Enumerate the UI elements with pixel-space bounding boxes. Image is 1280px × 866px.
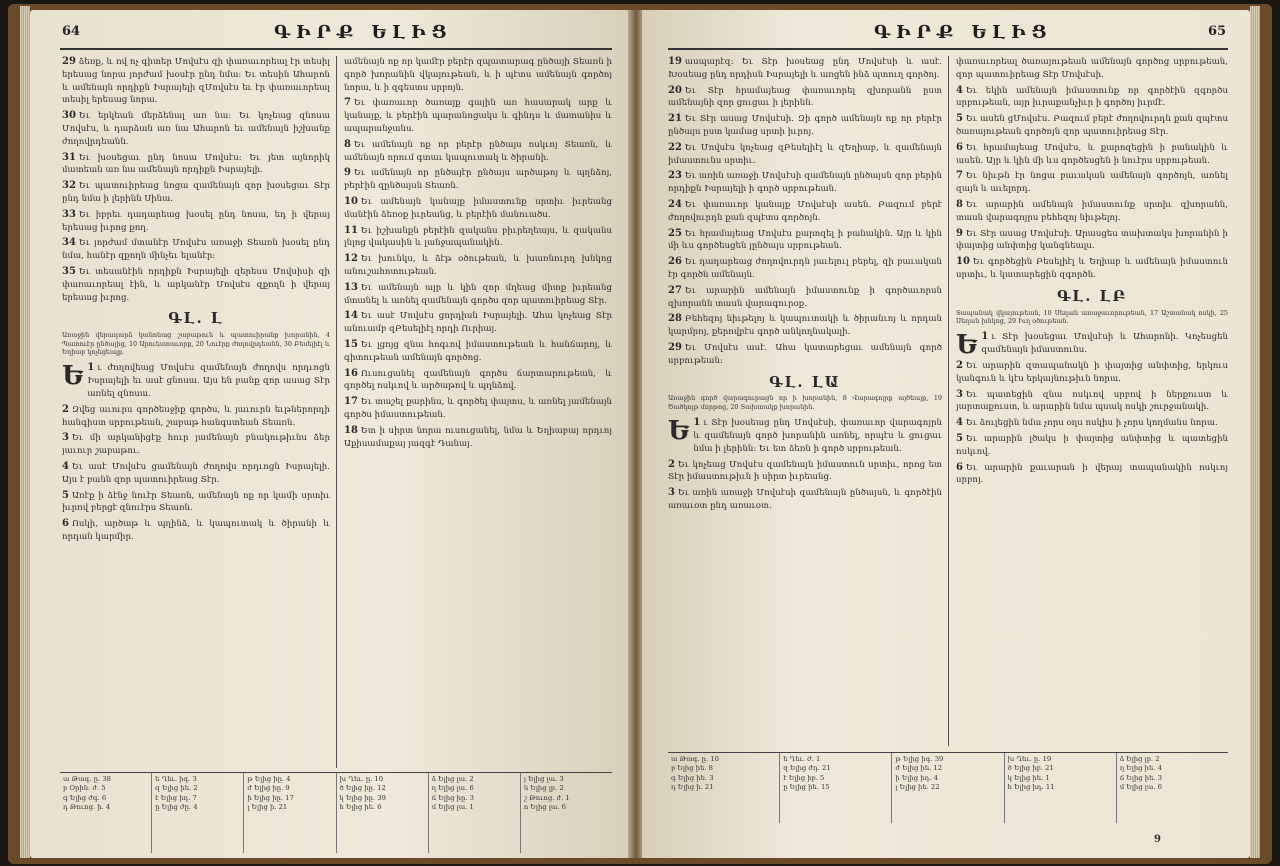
verse-text: Բեհեզոյ նիւթելոյ և կապուտակի և ծիրանւոյ և որդան կարմրոյ, քերովբէս գործ անկողնակալի. [668, 314, 942, 338]
verse-number: 7 [956, 170, 963, 182]
verse [344, 396, 612, 422]
verse-number: 15 [344, 338, 358, 350]
verse [668, 459, 942, 485]
verse [62, 180, 330, 206]
verse-number: 8 [344, 138, 351, 150]
verse [956, 360, 1228, 386]
verse [62, 56, 330, 107]
verse-number: 27 [668, 284, 682, 296]
page-edge-left [20, 6, 30, 858]
chapter-summary: Առաջին վերադարձ կանոնաց շաբաթուն և պատուիրանք խորանին, 4 Պատուէր ընծայից, 10 Արուեստաւորք, 20 Նուէրք ժողովրդեանն, 30 Բեսելիէլ և Եղիաբ կոչեցեալք. [62, 331, 330, 356]
verse [62, 490, 330, 516]
verse [956, 113, 1228, 139]
verse-text: փառաւորեալ ծառայութեան ամենայն գործոց սրբութեան, զոր պատուիրեաց Տէր Մովսէսի. [956, 57, 1228, 80]
column-separator [336, 56, 337, 768]
footnote-ref: կ Ելից իե. 1 [1007, 773, 1050, 782]
verse-text: Եւ տաշել քարինս, և գործել փայտս, և առնել յամենայն գործս իմաստութեան. [344, 397, 612, 420]
verse [62, 461, 330, 487]
verse-number: 35 [62, 265, 76, 277]
verse [344, 196, 612, 222]
verse-text: Ետ ի սիրտ նորա ուսուցանել, նմա և Եղիաբայ որդւոյ Աքիսամաքայ յազգէ Դանայ. [344, 425, 612, 449]
footnote-ref: ա Թագ. ը. 38 [63, 775, 111, 783]
verse-text: ւ Տէր խօսեցաւ Մովսէսի և Ահարոնի. Կոչեսցեն զամենայն իմաստունս. [981, 332, 1228, 356]
footnote-column [668, 753, 780, 823]
verse-number: 6 [956, 461, 963, 473]
verse [344, 282, 612, 308]
verse-text: Առէք ի ձէնջ նուէր Տեառն, ամենայն ոք որ կամի սրտիւ իւրով բերցէ զնուէրս Տեառն. [62, 490, 330, 514]
drop-cap: Ե [62, 361, 84, 392]
verse-number: 4 [956, 417, 963, 429]
verse [344, 425, 612, 451]
verse-number: 14 [344, 310, 358, 322]
verse [344, 167, 612, 193]
verse-number: 8 [956, 198, 963, 210]
verse-number: 6 [62, 518, 69, 530]
footnote-column [780, 753, 892, 823]
verse [956, 56, 1228, 82]
right-column-2 [956, 56, 1228, 746]
verse-number: 24 [668, 198, 682, 210]
verse-number: 29 [62, 56, 76, 67]
verse [668, 199, 942, 225]
page-edge-right [1250, 6, 1260, 858]
verse [344, 225, 612, 251]
verse-number: 20 [668, 84, 682, 96]
verse-number: 12 [344, 253, 358, 265]
verse-text: Եւ տեսանէին որդիքն Իսրայելի զերեսս Մովսիսի զի փառաւորեալ էին, և արկանէր Մովսէս զքողն ի վերայ երեսաց իւրոց. [62, 266, 330, 303]
verse [956, 199, 1228, 225]
verse-text: Եւ ասէ Մովսէս ցորդիսն Իսրայելի. Ահա կոչեաց Տէր անուամբ զԲեսելիէլ որդի Ուրիայ. [344, 311, 612, 335]
verse-number: 9 [956, 227, 963, 239]
right-column-1 [668, 56, 942, 746]
verse-number: 32 [62, 180, 76, 192]
verse [62, 432, 330, 458]
verse-text: Եւ առին առաջի Մովսէսի զամենայն ընծայսն, և գործէին առաւօտ ընդ առաւօտ. [668, 488, 942, 511]
verse-text: Զվեց աւուրս գործեսջիք գործս, և յաւուրն եւթներորդի հանգիստ սրբութեան, շաբաթ հանգստեան Տեառն. [62, 404, 330, 428]
verse [668, 142, 942, 168]
footnote-ref: խ Ղեւ. ը. 19 [1007, 755, 1052, 763]
footnote-ref: ն Ելից լբ. 2 [523, 784, 564, 793]
verse [668, 56, 942, 82]
verse [344, 97, 612, 135]
verse [956, 142, 1228, 168]
verse [344, 253, 612, 279]
footnote-ref: ծ Ելից իը. 12 [339, 784, 386, 793]
footnote-ref: ո Ելից լա. 6 [523, 803, 566, 812]
verse-text: Եւ Մովսէս կոչեաց զԲեսելիէլ և զԵղիաբ, և զամենայն իմաստունս սրտիւ. [668, 142, 942, 166]
verse-number: 23 [668, 170, 682, 182]
verse [344, 139, 612, 165]
chapter-title: ԳԼ. ԼԱ [769, 372, 841, 391]
verse [62, 518, 330, 544]
running-head: ԳԻՐՔ ԵԼԻՑ [874, 22, 1053, 43]
chapter-title-2: ԳԼ. ԼԲ [1057, 286, 1127, 305]
footnote-ref: ժ Ելից իե. 12 [895, 764, 943, 773]
verse [62, 152, 330, 178]
verse [668, 113, 942, 139]
footnote-ref: մ Ելից լա. 1 [431, 803, 474, 812]
verse-number: 5 [956, 113, 963, 125]
verse-number: 5 [62, 489, 69, 501]
verse [344, 310, 612, 336]
verse-text: Եւ հրամայեաց Մովսէս քարոզել ի բանակին. Այր և կին մի ևս գործեսցեն յընծայս սրբութեան. [668, 228, 942, 252]
verse-text: ձեռք, և ով ոչ գիտեր Մովսէս զի փառաւորեալ էր տեսիլ երեսաց նորա յորժամ խօսէր ընդ նմա: Եւ տեսին Ահարոն և ամենայն որդիքն Իսրայելի զՄովսէս եւ էր փառաւորեալ տեսիլ երեսաց նորա. [62, 57, 330, 106]
verse-text: Եւ լցոյց զնա հոգւով իմաստութեան և հանճարոյ, և գիտութեան ամենայն գործոց. [344, 339, 612, 363]
verse [344, 339, 612, 365]
footnote-ref: բ Ելից իե. 8 [671, 764, 713, 773]
verse [956, 330, 1228, 361]
verse-text: Եւ Տէր հրամայեաց փառաւորել զխորանն ըստ ամենայնի զոր ցուցաւ ի լերինն. [668, 85, 942, 109]
footnote-ref: ձ Ելից լբ. 2 [1119, 755, 1160, 763]
verse-number: 31 [62, 151, 76, 163]
verse-number: 30 [62, 110, 76, 122]
verse [668, 487, 942, 513]
footnote-column [337, 773, 429, 853]
verse-number: 4 [956, 84, 963, 96]
verse-text: Ուսուցանել զամենայն գործս ճարտարութեան, և գործել ոսկւով և արծաթով և պղնձով. [344, 368, 612, 392]
verse-text: Եւ արարին ամենայն իմաստունք ի գործաւորսն զխորանն տասն վարագուրօք. [668, 285, 942, 309]
right-page [642, 10, 1250, 858]
footnote-ref: ը Ելից ժը. 4 [155, 803, 198, 812]
column-separator [948, 56, 949, 746]
verse-number: 2 [956, 359, 963, 371]
verse-text: Եւ փառաւոր ծառայք գային առ հասարակ արք և կանայք, և բերէին պարանոցակս և գինդս և մատանիս և ապարանջանս. [344, 98, 612, 134]
verse-text: Եւ ամենայն ոք որ բերէր ընծայս ոսկւոյ Տեառն, և ամենայն որում գտաւ կապուտակ և ծիրանի. [344, 139, 612, 163]
footnote-ref: դ Թուոց. ի. 4 [63, 803, 111, 812]
footnote-ref: լ Ելից իե. 22 [895, 783, 940, 792]
header-rule [668, 48, 1228, 50]
verse-number: 7 [344, 97, 351, 109]
verse-number: 25 [668, 227, 682, 239]
verse [956, 170, 1228, 196]
footnote-column [429, 773, 521, 853]
verse [668, 170, 942, 196]
left-column-2 [344, 56, 612, 768]
drop-cap: Ե [956, 330, 978, 361]
footnote-column [892, 753, 1004, 823]
verse-number: 5 [956, 432, 963, 444]
verse-number: 26 [668, 256, 682, 268]
page-number: 64 [62, 24, 81, 39]
verse-text: Եւ հրամայեաց Մովսէս, և քարոզեցին ի բանակին և ասեն. Այր և կին մի ևս գործեսցեն ի նուէրս սրբութեան. [956, 142, 1228, 166]
verse-number: 3 [956, 388, 963, 400]
footnote-ref: ճ Ելից իե. 3 [1119, 773, 1163, 782]
footnote-column [1117, 753, 1228, 823]
verse-text: Եւ ամենայն որ ընծայէր ընծայս արծաթոյ և պղնձոյ, բերէին զընծայսն Տեառն. [344, 168, 612, 192]
footnote-ref: գ Ելից ժգ. 6 [63, 793, 107, 802]
footnote-ref: մ Ելից լա. 6 [1119, 783, 1162, 792]
verse-text: ասպարէզ։ Եւ Տէր խօսեաց ընդ Մովսէսի և ասէ. Խօսեաց ընդ որդիսն Իսրայելի և առցեն ինձ պտուղ գործոյ. [668, 57, 942, 80]
footnote-ref: ը Ելից իե. 15 [783, 783, 830, 792]
footnote-ref: ձ Ելից լա. 2 [431, 775, 474, 783]
verse [62, 362, 330, 400]
footnote-ref: զ Ելից ժդ. 21 [783, 764, 831, 773]
verse-number: 21 [668, 113, 682, 125]
verse-text: Եւ փառաւոր կանայք Մովսէսի ասեն. Բազում բերէ ժողովուրդն քան զպէտս գործոյն. [668, 199, 942, 223]
footnote-ref: ժ Ելից իը. 9 [247, 784, 290, 793]
verse [62, 237, 330, 263]
verse-text: Եւ պատեցին զնա ոսկւով սրբով ի ներքուստ և յարտաքուստ, և արարին նմա պսակ ոսկի շուրջանակի. [956, 389, 1228, 413]
verse-number: 16 [344, 367, 358, 379]
verse-number: 1 [87, 362, 95, 374]
verse-text: ւ Տէր խօսեաց ընդ Մովսէսի, փառաւոր վարագոյրն և զամենայն գործ խորանին առնել, որպէս և ցուցաւ նմա ի լերինն։ Եւ ետ ձեռն ի գործ սրբութեան. [693, 418, 942, 454]
verse-text: Եւ արարին զտապանակն ի փայտից անփտից, երկուս կանգուն և կէս երկայնութիւն նորա. [956, 360, 1228, 384]
verse-number: 4 [62, 460, 69, 472]
footnote-column [521, 773, 612, 853]
verse-number: 18 [344, 424, 358, 436]
verse-text: Եւ իշխանքն բերէին զականս բիւրեղեայս, և զականս լնլոց վակասին և լանջապանակին. [344, 225, 612, 249]
footnote-ref: կ Ելից իը. 39 [339, 793, 386, 802]
footnote-ref: ճ Ելից իը. 3 [431, 793, 474, 802]
verse [956, 433, 1228, 459]
verse-number: 34 [62, 237, 76, 249]
verse-text: Եւ մի արկանիցէք հուր յամենայն բնակութիւնս ձեր յաւուր շաբաթու. [62, 433, 330, 457]
footnote-ref: թ Ելից իը. 4 [247, 775, 291, 783]
verse [956, 462, 1228, 488]
verse-number: 11 [344, 224, 358, 236]
verse-text: Եւ Մովսէս ասէ. Ահա կատարեցաւ ամենայն գործ սրբութեան։ [668, 342, 942, 366]
verse-number: 10 [956, 256, 970, 268]
verse-number: 28 [668, 313, 682, 325]
left-column-1 [62, 56, 330, 768]
footnote-ref: է Ելից իբ. 5 [783, 773, 825, 782]
footnote-ref: ե Ղեւ. ժ. 1 [783, 755, 821, 763]
verse [668, 85, 942, 111]
footnote-ref: թ Ելից իգ. 39 [895, 755, 944, 763]
verse-number: 2 [62, 403, 69, 415]
verse [668, 342, 942, 368]
verse [62, 266, 330, 304]
drop-cap: Ե [668, 416, 690, 447]
verse-text: Եւ ձուլեցին նմա չորս օղս ոսկիս ի չորս կողմանս նորա. [965, 418, 1218, 429]
verse-text: Եւ գործեցին Բեսելիէլ և Եղիաբ և ամենայն իմաստուն սրտիւ, և կատարեցին զգործն. [956, 257, 1228, 280]
verse-number: 19 [668, 56, 682, 67]
verse-text: Եւ արարին ամենայն իմաստունք սրտիւ զխորանն, տասն վարագոյրս բեհեզոյ նիւթելոյ. [956, 199, 1228, 223]
footnote-column [1005, 753, 1117, 823]
footnote-ref: ի Ելից իը. 17 [247, 793, 294, 802]
verse-text: Եւ նիւթն էր նոցա բաւական ամենայն գործոյն, առնել զայն և աւելորդ. [956, 171, 1228, 195]
chapter-summary-2: Տապանակ վկայութեան, 10 Սեղան առաջաւորութեան, 17 Աշտանակ ոսկի, 25 Սեղան խնկոց, 29 Իւղ օծութեան. [956, 308, 1228, 325]
footnote-ref: հ Ելից իդ. 11 [1007, 783, 1055, 792]
footnote-ref: ե Ղեւ. իգ. 3 [155, 775, 197, 783]
footnote-column [152, 773, 244, 853]
footnote-ref: դ Ելից ի. 21 [671, 783, 714, 792]
verse-number: 1 [693, 417, 701, 429]
footnote-ref: հ Ելից իե. 6 [339, 803, 382, 812]
footnote-ref: լ Ելից ի. 21 [247, 803, 288, 812]
footnote-ref: ա Թագ. ը. 10 [671, 755, 719, 763]
verse-text: Եւ դադարեաց ժողովուրդն յաւելուլ բերել, զի բաւական էր գործն ամենայն. [668, 257, 942, 280]
verse-number: 13 [344, 281, 358, 293]
verse-text: Եւ ամենայն կանայք իմաստունք սրտիւ իւրեանց մանէին ձեռօք իւրեանց, և բերէին մանուածս. [344, 196, 612, 220]
verse [62, 209, 330, 235]
verse [956, 228, 1228, 254]
verse-text: Եւ իբրեւ դադարեաց խօսել ընդ նոսա, եդ ի վերայ երեսաց իւրոց քող. [62, 209, 330, 233]
verse-number: 2 [668, 458, 675, 470]
verse-number: 17 [344, 396, 358, 408]
verse-number: 33 [62, 208, 76, 220]
footnotes [668, 752, 1228, 823]
verse-number: 1 [981, 331, 989, 343]
footnotes [60, 772, 612, 853]
verse-text: Եւ խօսեցաւ ընդ նոսա Մովսէս: Եւ յետ այնորիկ մատեան առ նա ամենայն որդիքն Իսրայելի. [62, 152, 330, 176]
verse-number: 29 [668, 341, 682, 353]
verse [956, 389, 1228, 415]
verse-text: Եւ Տէր ասաց Մովսէսի. Արասցես տախտակս խորանին ի փայտից անփտից կանգնեալս. [956, 228, 1228, 252]
verse-text: ւ ժողովեաց Մովսէս զամենայն ժողովս որդւոցն Իսրայելի եւ ասէ ցնոսա. Այս են բանք զոր ասաց Տէր առնել զնոսա. [87, 363, 330, 399]
verse [956, 85, 1228, 111]
verse-text: Եւ արարին քաւարան ի վերայ տապանակին ոսկւոյ սրբոյ. [956, 462, 1228, 486]
left-page [30, 10, 630, 858]
footnote-ref: զ Ելից իե. 2 [155, 784, 198, 793]
verse-text: Եւ ասէ Մովսէս ցամենայն ժողովս որդւոցն Իսրայելի. Այս է բանն զոր պատուիրեաց Տէր. [62, 461, 330, 485]
footnote-column [60, 773, 152, 853]
verse [668, 285, 942, 311]
verse-text: Եւ պատուիրեաց նոցա զամենայն զոր խօսեցաւ Տէր ընդ նմա ի լերինն Սինա. [62, 181, 330, 204]
footnote-ref: խ Ղեւ. ը. 10 [339, 775, 384, 783]
verse-text: Եւ յորժամ մտանէր Մովսէս առաջի Տեառն խօսել ընդ նմա, հանէր զքողն մինչեւ ելանէր: [62, 238, 330, 262]
signature-mark: 9 [1154, 834, 1161, 845]
verse [956, 256, 1228, 282]
footnote-column [244, 773, 336, 853]
footnote-ref: ծ Ելից իբ. 21 [1007, 764, 1054, 773]
page-number: 65 [1208, 24, 1227, 39]
verse-text: Եւ երկեան մերձենալ առ նա: Եւ կոչեաց զնոսա Մովսէս, և դարձան առ նա Ահարոն եւ ամենայն իշխանք ժողովրդեանն. [62, 111, 330, 147]
verse-text: Եւ կոչեաց Մովսէս զամենայն իմաստուն սրտիւ, որոց ետ Տէր իմաստութիւն ի սիրտ իւրեանց. [668, 459, 942, 483]
footnote-ref: բ Օրին. ժ. 5 [63, 784, 106, 793]
header-rule [60, 48, 612, 50]
verse-text: Եւ ամենայն այր և կին զոր մղեաց միտք իւրեանց մտանել և առնել զամենայն գործս զոր պատուիրեաց Տէր. [344, 282, 612, 306]
verse-number: 10 [344, 195, 358, 207]
running-head: ԳԻՐՔ ԵԼԻՑ [274, 22, 453, 43]
verse-number: 9 [344, 167, 351, 179]
verse-text: Եւ եկին ամենայն իմաստունք որ գործէին զգործս սրբութեան, այր իւրաքանչիւր ի գործոյ իւրմէ. [956, 85, 1228, 109]
verse-number: 3 [62, 432, 69, 444]
footnote-ref: ղ Ելից լա. 6 [431, 784, 474, 793]
verse [344, 56, 612, 94]
footnote-ref: շ Թուոց. ժ. 1 [523, 793, 570, 802]
verse-text: Ոսկի, արծաթ և պղինձ, և կապուտակ և ծիրանի և որդան կարմիր. [62, 519, 330, 542]
verse [668, 417, 942, 455]
verse-number: 3 [668, 487, 675, 499]
verse-text: ամենայն ոք որ կամէր բերէր զպատարագ ընծայի Տեառն ի գործ խորանին վկայութեան, և ի պէտս ամենայն գործոյ նորա, և ի զգեստս սրբոյն. [344, 57, 612, 93]
verse-text: Եւ արարին լծակս ի փայտից անփտից և պատեցին ոսկւով. [956, 433, 1228, 457]
verse [668, 228, 942, 254]
footnote-ref: է Ելից իդ. 7 [155, 793, 197, 802]
verse [62, 110, 330, 148]
verse [668, 313, 942, 339]
verse [956, 417, 1228, 430]
verse-text: Եւ ասեն ցՄովսէս. Բազում բերէ ժողովուրդն քան զպէտս ծառայութեան գործոյն զոր պատուիրեաց Տէր. [956, 114, 1228, 137]
chapter-summary: Առաջին գործ վարագուրացն որ ի խորանին, 8 Վարագոյրք այծեայք, 19 Ծածկոյթ մորթոց, 20 Տախտակք խորանին. [668, 394, 942, 411]
footnote-ref: յ Ելից լա. 3 [523, 775, 564, 783]
verse-text: Եւ խունկս, և ձէթ օծութեան, և խառնուրդ խնկոց անուշահոտութեան. [344, 254, 612, 277]
verse [344, 368, 612, 394]
footnote-ref: ղ Ելից իե. 4 [1119, 764, 1162, 773]
verse [62, 404, 330, 430]
verse-text: Եւ Տէր ասաց Մովսէսի. Զի գործ ամենայն ոք որ բերէր ընծայս ըստ կամաց սրտի իւրոյ. [668, 114, 942, 137]
footnote-ref: ի Ելից իդ. 4 [895, 773, 938, 782]
verse-number: 6 [956, 141, 963, 153]
chapter-title: ԳԼ. Լ [168, 309, 224, 328]
footnote-ref: գ Ելից իե. 3 [671, 773, 714, 782]
verse-text: Եւ առին առաջի Մովսէսի զամենայն ընծայսն զոր բերին որդիքն Իսրայելի ի գործ սրբութեան. [668, 171, 942, 195]
verse [668, 256, 942, 282]
verse-number: 22 [668, 141, 682, 153]
